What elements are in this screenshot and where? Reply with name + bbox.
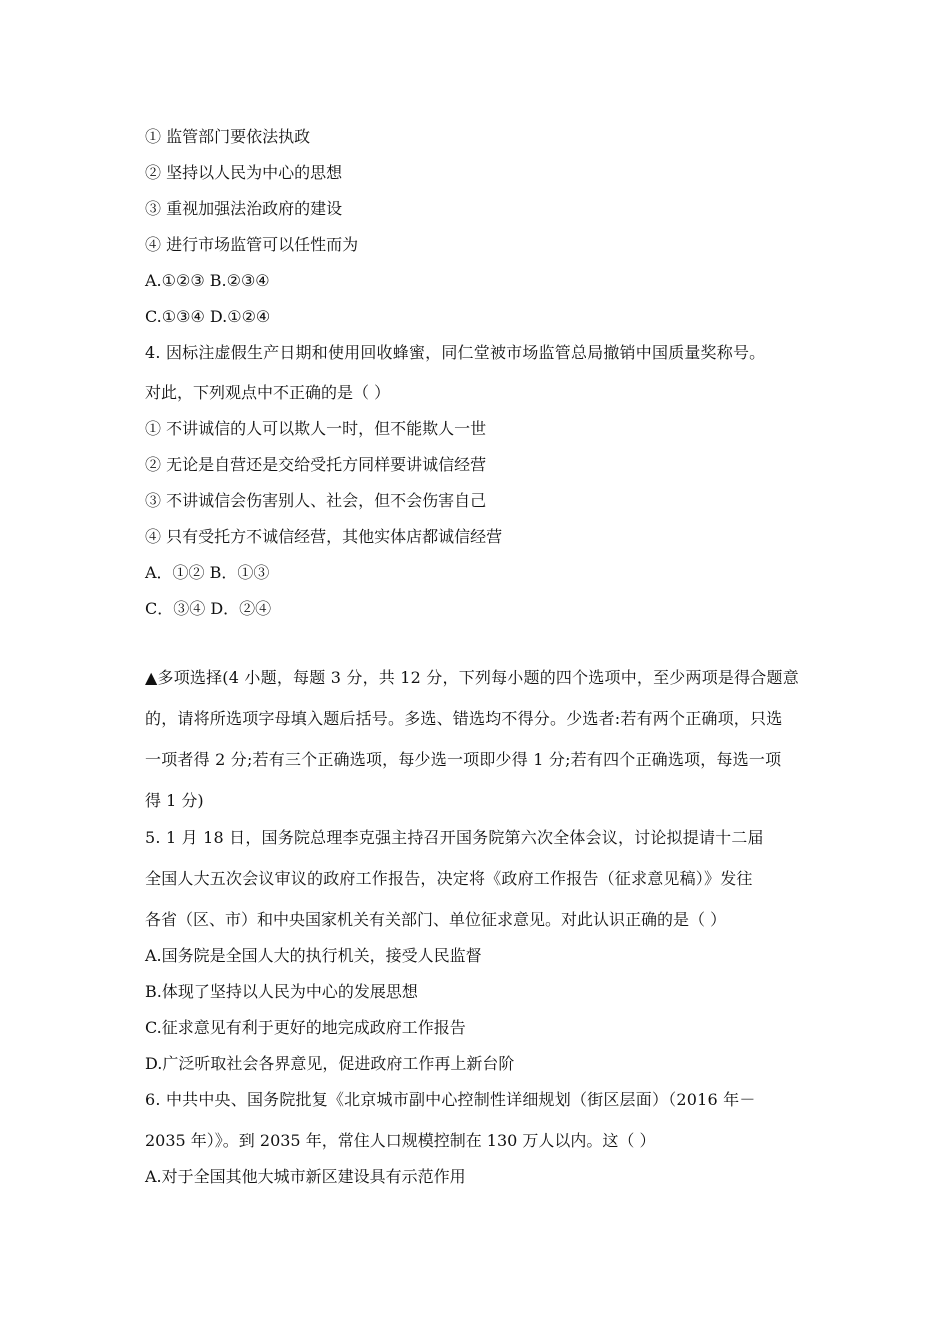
q6-stem-line-1: 6. 中共中央、国务院批复《北京城市副中心控制性详细规划（街区层面）（2016 年－ [145, 1090, 756, 1109]
q3-options-cd: C.①③④ D.①②④ [145, 307, 271, 326]
q4-options-cd: C．③④ D．②④ [145, 599, 272, 618]
q6-option-a: A.对于全国其他大城市新区建设具有示范作用 [145, 1167, 466, 1186]
q4-options-ab: A．①② B．①③ [145, 563, 270, 582]
q3-options-ab: A.①②③ B.②③④ [145, 271, 270, 290]
q5-stem-line-1: 5. 1 月 18 日，国务院总理李克强主持召开国务院第六次全体会议，讨论拟提请十二届 [145, 828, 764, 847]
q6-stem-line-2: 2035 年）》。到 2035 年，常住人口规模控制在 130 万人以内。这（ ） [145, 1131, 656, 1150]
q5-option-a: A.国务院是全国人大的执行机关，接受人民监督 [145, 946, 482, 965]
q5-option-b: B.体现了坚持以人民为中心的发展思想 [145, 982, 418, 1001]
q3-item-2: ② 坚持以人民为中心的思想 [145, 163, 343, 182]
q5-option-c: C.征求意见有利于更好的地完成政府工作报告 [145, 1018, 466, 1037]
q4-stem-line-2: 对此，下列观点中不正确的是（ ） [145, 383, 391, 402]
q5-stem-line-2: 全国人大五次会议审议的政府工作报告，决定将《政府工作报告（征求意见稿）》发往 [145, 869, 753, 888]
q3-item-4: ④ 进行市场监管可以任性而为 [145, 235, 359, 254]
section-instructions-line-3: 一项者得 2 分;若有三个正确选项，每少选一项即少得 1 分;若有四个正确选项，每选一项 [145, 750, 782, 769]
q3-item-3: ③ 重视加强法治政府的建设 [145, 199, 343, 218]
section-instructions-line-2: 的，请将所选项字母填入题后括号。多选、错选均不得分。少选者:若有两个正确项，只选 [145, 709, 783, 728]
q4-item-1: ① 不讲诚信的人可以欺人一时，但不能欺人一世 [145, 419, 487, 438]
q4-item-3: ③ 不讲诚信会伤害别人、社会，但不会伤害自己 [145, 491, 487, 510]
q5-option-d: D.广泛听取社会各界意见，促进政府工作再上新台阶 [145, 1054, 515, 1073]
q4-stem-line-1: 4. 因标注虚假生产日期和使用回收蜂蜜，同仁堂被市场监管总局撤销中国质量奖称号。 [145, 343, 766, 362]
q4-item-2: ② 无论是自营还是交给受托方同样要讲诚信经营 [145, 455, 487, 474]
section-instructions-line-4: 得 1 分) [145, 791, 204, 810]
section-instructions-line-1: ▲多项选择(4 小题，每题 3 分，共 12 分，下列每小题的四个选项中，至少两项是得合题意 [145, 668, 799, 687]
q3-item-1: ① 监管部门要依法执政 [145, 127, 311, 146]
q5-stem-line-3: 各省（区、市）和中央国家机关有关部门、单位征求意见。对此认识正确的是（ ） [145, 910, 727, 929]
q4-item-4: ④ 只有受托方不诚信经营，其他实体店都诚信经营 [145, 527, 503, 546]
